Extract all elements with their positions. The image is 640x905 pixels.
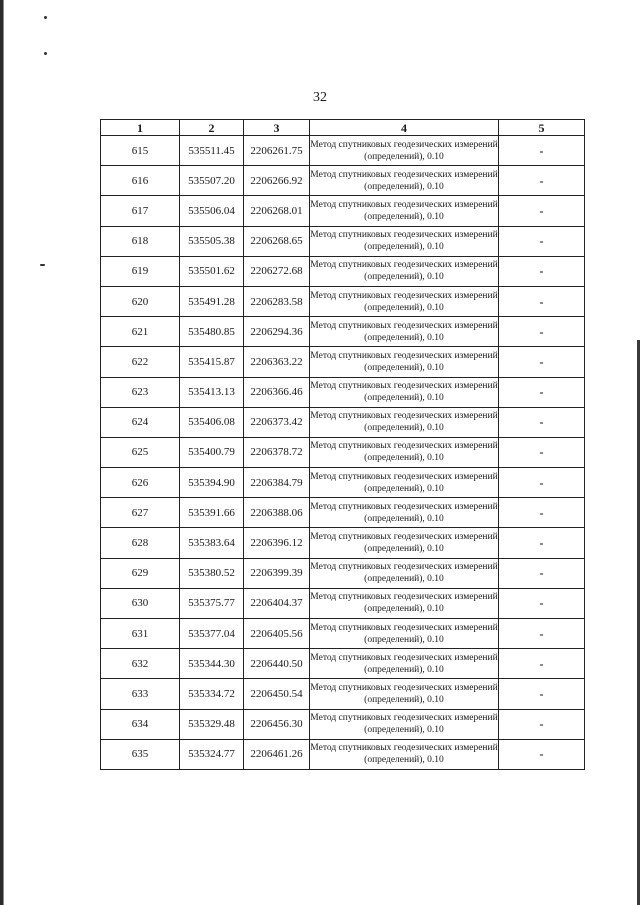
point-number-cell: 632 [101,649,180,679]
description-cell: - [499,226,585,256]
method-cell: Метод спутниковых геодезических измерений (определений), 0.10 [310,166,499,196]
description-cell: - [499,528,585,558]
x-coordinate-cell: 535415.87 [180,347,244,377]
point-number-cell: 624 [101,407,180,437]
point-number-cell: 615 [101,136,180,166]
y-coordinate-cell: 2206294.36 [244,317,310,347]
scan-speck [44,16,47,19]
description-cell: - [499,468,585,498]
table-row [101,136,585,166]
x-coordinate-cell: 535334.72 [180,679,244,709]
x-coordinate-cell: 535324.77 [180,739,244,769]
point-number-cell: 627 [101,498,180,528]
description-cell: - [499,256,585,286]
method-cell: Метод спутниковых геодезических измерений (определений), 0.10 [310,196,499,226]
x-coordinate-cell: 535383.64 [180,528,244,558]
x-coordinate-cell: 535413.13 [180,377,244,407]
point-number-cell: 625 [101,437,180,467]
table-row [101,196,585,226]
table-row [101,286,585,316]
description-cell: - [499,649,585,679]
table-body [101,136,585,770]
y-coordinate-cell: 2206450.54 [244,679,310,709]
scan-speck [40,264,45,266]
method-cell: Метод спутниковых геодезических измерений (определений), 0.10 [310,558,499,588]
x-coordinate-cell: 535377.04 [180,619,244,649]
method-cell: Метод спутниковых геодезических измерений (определений), 0.10 [310,256,499,286]
method-cell: Метод спутниковых геодезических измерений (определений), 0.10 [310,136,499,166]
description-cell: - [499,407,585,437]
point-number-cell: 616 [101,166,180,196]
x-coordinate-cell: 535491.28 [180,286,244,316]
y-coordinate-cell: 2206378.72 [244,437,310,467]
method-cell: Метод спутниковых геодезических измерений (определений), 0.10 [310,498,499,528]
y-coordinate-cell: 2206404.37 [244,588,310,618]
point-number-cell: 628 [101,528,180,558]
point-number-cell: 623 [101,377,180,407]
x-coordinate-cell: 535511.45 [180,136,244,166]
method-cell: Метод спутниковых геодезических измерений (определений), 0.10 [310,226,499,256]
table-row [101,407,585,437]
y-coordinate-cell: 2206283.58 [244,286,310,316]
x-coordinate-cell: 535391.66 [180,498,244,528]
description-cell: - [499,679,585,709]
scan-speck [44,52,47,55]
method-cell: Метод спутниковых геодезических измерений (определений), 0.10 [310,709,499,739]
header-col-2: 2 [180,120,244,136]
point-number-cell: 622 [101,347,180,377]
description-cell: - [499,136,585,166]
table-row [101,317,585,347]
method-cell: Метод спутниковых геодезических измерений (определений), 0.10 [310,588,499,618]
point-number-cell: 631 [101,619,180,649]
header-col-4: 4 [310,120,499,136]
description-cell: - [499,166,585,196]
table-row [101,528,585,558]
description-cell: - [499,317,585,347]
method-cell: Метод спутниковых геодезических измерений (определений), 0.10 [310,286,499,316]
y-coordinate-cell: 2206440.50 [244,649,310,679]
table-row [101,649,585,679]
table-row [101,437,585,467]
y-coordinate-cell: 2206399.39 [244,558,310,588]
y-coordinate-cell: 2206373.42 [244,407,310,437]
description-cell: - [499,739,585,769]
x-coordinate-cell: 535375.77 [180,588,244,618]
y-coordinate-cell: 2206456.30 [244,709,310,739]
point-number-cell: 629 [101,558,180,588]
method-cell: Метод спутниковых геодезических измерений (определений), 0.10 [310,347,499,377]
table-row [101,739,585,769]
description-cell: - [499,619,585,649]
x-coordinate-cell: 535507.20 [180,166,244,196]
y-coordinate-cell: 2206272.68 [244,256,310,286]
table-row [101,166,585,196]
y-coordinate-cell: 2206261.75 [244,136,310,166]
description-cell: - [499,709,585,739]
y-coordinate-cell: 2206388.06 [244,498,310,528]
point-number-cell: 621 [101,317,180,347]
header-col-3: 3 [244,120,310,136]
x-coordinate-cell: 535480.85 [180,317,244,347]
y-coordinate-cell: 2206405.56 [244,619,310,649]
method-cell: Метод спутниковых геодезических измерений (определений), 0.10 [310,679,499,709]
x-coordinate-cell: 535344.30 [180,649,244,679]
table-row [101,709,585,739]
header-col-5: 5 [499,120,585,136]
x-coordinate-cell: 535501.62 [180,256,244,286]
table-row [101,679,585,709]
x-coordinate-cell: 535329.48 [180,709,244,739]
description-cell: - [499,347,585,377]
point-number-cell: 635 [101,739,180,769]
point-number-cell: 617 [101,196,180,226]
point-number-cell: 619 [101,256,180,286]
method-cell: Метод спутниковых геодезических измерений (определений), 0.10 [310,437,499,467]
description-cell: - [499,286,585,316]
method-cell: Метод спутниковых геодезических измерений (определений), 0.10 [310,649,499,679]
method-cell: Метод спутниковых геодезических измерений (определений), 0.10 [310,317,499,347]
table-row [101,347,585,377]
coordinates-table [100,119,585,770]
method-cell: Метод спутниковых геодезических измерений (определений), 0.10 [310,619,499,649]
x-coordinate-cell: 535380.52 [180,558,244,588]
table-row [101,377,585,407]
description-cell: - [499,437,585,467]
point-number-cell: 630 [101,588,180,618]
table-row [101,588,585,618]
table-header-row [101,120,585,136]
y-coordinate-cell: 2206396.12 [244,528,310,558]
description-cell: - [499,498,585,528]
x-coordinate-cell: 535506.04 [180,196,244,226]
method-cell: Метод спутниковых геодезических измерений (определений), 0.10 [310,377,499,407]
header-col-1: 1 [101,120,180,136]
point-number-cell: 620 [101,286,180,316]
method-cell: Метод спутниковых геодезических измерений (определений), 0.10 [310,739,499,769]
table-row [101,619,585,649]
y-coordinate-cell: 2206461.26 [244,739,310,769]
y-coordinate-cell: 2206363.22 [244,347,310,377]
y-coordinate-cell: 2206384.79 [244,468,310,498]
x-coordinate-cell: 535394.90 [180,468,244,498]
description-cell: - [499,588,585,618]
table-row [101,226,585,256]
description-cell: - [499,196,585,226]
point-number-cell: 618 [101,226,180,256]
table-row [101,498,585,528]
y-coordinate-cell: 2206266.92 [244,166,310,196]
scan-left-edge-shadow [3,0,4,905]
table-row [101,558,585,588]
table-row [101,256,585,286]
point-number-cell: 634 [101,709,180,739]
y-coordinate-cell: 2206366.46 [244,377,310,407]
point-number-cell: 626 [101,468,180,498]
y-coordinate-cell: 2206268.65 [244,226,310,256]
x-coordinate-cell: 535406.08 [180,407,244,437]
description-cell: - [499,558,585,588]
x-coordinate-cell: 535400.79 [180,437,244,467]
x-coordinate-cell: 535505.38 [180,226,244,256]
page-number: 32 [313,90,327,105]
y-coordinate-cell: 2206268.01 [244,196,310,226]
method-cell: Метод спутниковых геодезических измерений (определений), 0.10 [310,468,499,498]
table-row [101,468,585,498]
description-cell: - [499,377,585,407]
method-cell: Метод спутниковых геодезических измерений (определений), 0.10 [310,407,499,437]
method-cell: Метод спутниковых геодезических измерений (определений), 0.10 [310,528,499,558]
point-number-cell: 633 [101,679,180,709]
